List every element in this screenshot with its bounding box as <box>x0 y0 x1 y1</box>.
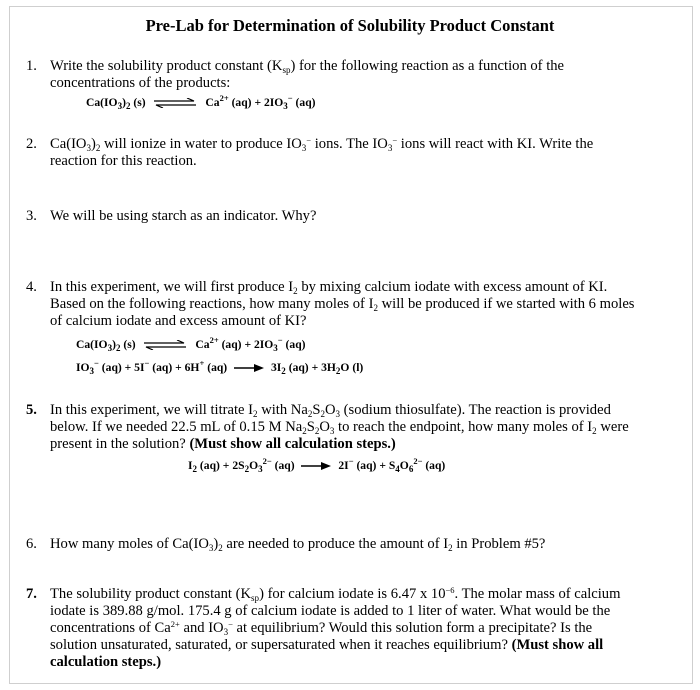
question-text-cont: iodate is 389.88 g/mol. 175.4 g of calcium iodate is added to 1 liter of water. What would be the <box>50 603 611 619</box>
question-text-cont: of calcium iodate and excess amount of KI? <box>50 313 307 329</box>
equation-1: $Ca(IO_3)_2$ (s) $Ca^{2+}$ $(aq) + 2IO_3^-$ (aq) <box>86 93 316 111</box>
question-number: 7. <box>26 586 37 602</box>
reaction-arrow-icon <box>234 363 264 373</box>
equation-4b: $IO_3^-$ (aq) + 5I− (aq) + 6H+ (aq) $3I_2$ $(aq) + 3H_2O$ (l) <box>76 358 364 376</box>
equilibrium-arrow-icon <box>154 98 196 108</box>
reaction-arrow-icon <box>301 461 331 471</box>
question-text: The solubility product constant $(K_{sp})$ for calcium iodate is 6.47 x $10^{-6}$. The molar mass of calcium <box>50 585 621 603</box>
equation-5: $I_2$ $(aq) + 2S_2O_3^{2-}$ (aq) 2I− $(aq) + S_4O_6^{2-}$ (aq) <box>188 456 446 474</box>
question-text-cont: calculation steps.) <box>50 654 162 670</box>
question-text: In this experiment, we will titrate $I_2$ with $Na_2S_2O_3$ (sodium thiosulfate). The reaction is provided <box>50 402 611 419</box>
equation-4a: $Ca(IO_3)_2$ (s) $Ca^{2+}$ $(aq) + 2IO_3^-$ (aq) <box>76 335 306 353</box>
question-text-cont: solution unsaturated, saturated, or supersaturated when it reaches equilibrium? (Must show all <box>50 637 604 653</box>
question-text-cont: reaction for this reaction. <box>50 153 197 169</box>
question-text-cont: Based on the following reactions, how many moles of $I_2$ will be produced if we started with 6 moles <box>50 296 635 313</box>
question-text-cont: concentrations of the products: <box>50 75 231 91</box>
question-text: $Ca(IO_3)_2$ will ionize in water to produce $IO_3^-$ ions. The $IO_3^-$ ions will react with KI. Write the <box>50 135 594 153</box>
question-text: We will be using starch as an indicator. Why? <box>50 208 317 224</box>
equilibrium-arrow-icon <box>144 340 186 350</box>
question-text: How many moles of $Ca(IO_3)_2$ are needed to produce the amount of $I_2$ in Problem #5? <box>50 536 546 553</box>
question-text-cont: present in the solution? (Must show all calculation steps.) <box>50 436 396 452</box>
question-text-cont: concentrations of $Ca^{2+}$ and $IO_3^-$ at equilibrium? Would this solution form a precipitate? Is the <box>50 619 593 637</box>
question-number: 2. <box>26 136 37 152</box>
question-text-cont: below. If we needed 22.5 mL of 0.15 M $Na_2S_2O_3$ to reach the endpoint, how many moles of $I_2$ were <box>50 419 629 436</box>
question-text: Write the solubility product constant $(K_{sp})$ for the following reaction as a function of the <box>50 58 565 75</box>
question-number: 4. <box>26 279 37 295</box>
question-number: 6. <box>26 536 37 552</box>
page-title: Pre-Lab for Determination of Solubility Product Constant <box>145 16 555 35</box>
question-number: 1. <box>26 58 37 74</box>
question-number: 5. <box>26 402 37 418</box>
question-text: In this experiment, we will first produce $I_2$ by mixing calcium iodate with excess amount of KI. <box>50 279 608 296</box>
question-number: 3. <box>26 208 37 224</box>
